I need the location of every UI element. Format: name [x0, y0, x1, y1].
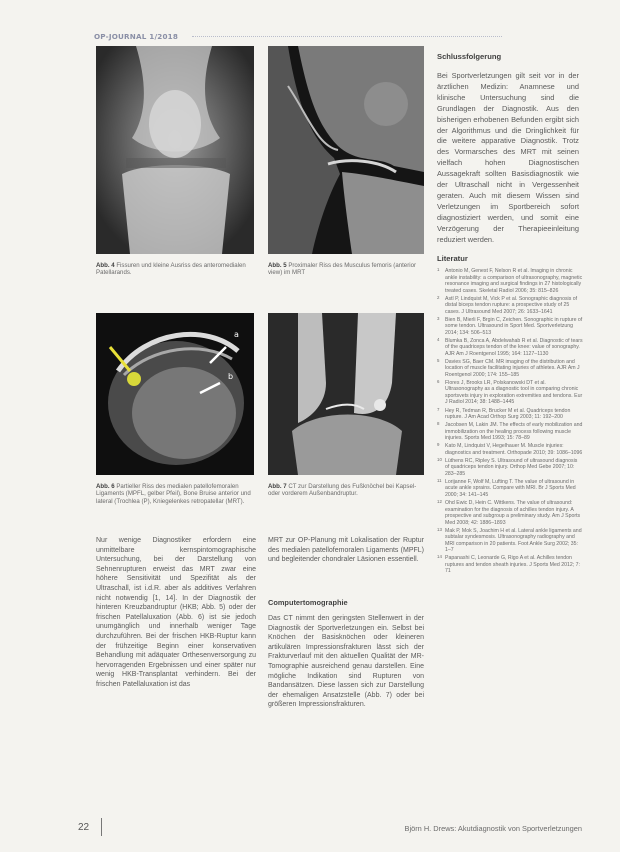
reference-list	[437, 268, 583, 576]
figure-7-image	[268, 313, 424, 475]
figure-4-image	[96, 46, 254, 254]
header-rule	[192, 36, 502, 37]
figure-6-label: Abb. 6	[96, 483, 115, 490]
footer-running-title: Björn H. Drews: Akutdiagnostik von Sportverletzungen	[404, 824, 582, 833]
figure-5-label: Abb. 5	[268, 262, 287, 269]
conclusion-heading: Schlussfolgerung	[437, 52, 502, 61]
svg-text:a: a	[234, 330, 239, 339]
figure-4-caption	[96, 262, 256, 277]
reference-item: 12 Ohd Ewic D, Hein C. Wittkens. The value of ultrasound: examination for the diagnosis of achilles tendon injury. A prospective and subgroup a preliminary study. Am J Sports Med 2008; 42: 1886–1893	[437, 499, 581, 526]
conclusion-paragraph: Bei Sportverletzungen gilt seit vor in der ärztlichen Medizin: Anamnese und klinische Untersuchung sind die Grundlagen der Diagnostik. Aus den bisherigen erhobenen Befunden ergibt sich der Algorithmus und die Dringlichkeit für die weitere apparative Diagnostik. Trotz des Vormarsches des MRT mit seinen vielfach hohen Diagnostischen Aussagekraft sollten Basisdiagnostik wie der Ultraschall nicht in Vergessenheit geraten. Auch mit diesem Wissen sind Verletzungen im Sportbereich sofort diagnostiziert werden, und somit eine Verzögerung der Therapieeinleitung reduziert werden.	[437, 71, 579, 244]
figure-5-image	[268, 46, 424, 254]
body-middle-column-top	[268, 536, 424, 569]
footer-divider	[101, 818, 102, 836]
reference-item: 4 Blumka B, Zonca A, Abdelwahab R et al. Diagnostic of tears of the quadriceps tendon of the knee: value of sonography. AJR Am J Roentgenol 1995; 164: 1127–1130	[437, 336, 583, 357]
page-number: 22	[78, 822, 90, 833]
figure-5-caption-text: Proximaler Riss des Musculus femoris (anterior view) im MRT	[268, 262, 416, 277]
section-subheading: Computertomographie	[268, 598, 348, 607]
figure-6-image	[96, 313, 254, 475]
reference-item: 13 Mak P, Mok S, Joachim H et al. Lateral ankle ligaments and subtalar syndesmosis. Ultrasonography radiography and MRI comparison in 20 patients. Foot Ankle Surg 2002; 35: 1–7	[437, 526, 582, 554]
figure-7-caption-text: CT zur Darstellung des Fußknöchel bei Kapsel- oder vorderem Außenbandruptur.	[268, 483, 417, 498]
body-middle-paragraph-2: Das CT nimmt den geringsten Stellenwert in der Diagnostik der Sportverletzungen ein. Selbst bei Knöchen der Basisknöchen oder kleineren artikulären Impressionsfrakturen lässt sich der Frakturverlauf mit den aktuellen Qualität der MR-Tomographie ausreichend genau darstellen. Eine mögliche Indikation sind Rupturen von Bandansätzen. Diese lassen sich zur Darstellung der ehemaligen Ansatzstelle (Abb. 7) oder bei größeren Impressionsfrakturen.	[268, 615, 424, 709]
figure-6-caption-text: Partieller Riss des medialen patellofemoralen Ligaments (MPFL, gelber Pfeil), Bone Bruise anterior und lateral (Trochlea (P), Kniegelenkes retropatellar (MRT).	[96, 483, 251, 505]
reference-item: 5 Davies SG, Baer CM. MR imaging of the distribution and location of muscle facilitating injuries of athletes. AJR Am J Roentgenol 2000; 174: 155–185	[437, 357, 580, 378]
figure-4-caption-text: Fissuren und kleine Ausriss des anteromedialen Patellarands.	[96, 262, 246, 277]
body-middle-column-bottom	[268, 614, 424, 714]
reference-item: 14 Papanashi C, Leonarde G, Rigo A et al. Achilles tendon ruptures and tendon sheath injuries. J Sports Med 2012; 7: 71	[437, 554, 580, 575]
body-left-column	[96, 536, 256, 694]
svg-text:b: b	[228, 372, 234, 381]
body-middle-paragraph-1: MRT zur OP-Planung mit Lokalisation der Ruptur des medialen patellofemoralen Ligaments (MPFL) und begleitender chondraler Läsionen essentiell.	[268, 537, 424, 564]
reference-item: 1 Antonio M, Genest F, Nelson R et al. Imaging in chronic ankle instability: a comparison of ultrasonography, magnetic resonance imaging and surgical findings in 27 histologically treated cases. Skeletal Radiol 2006; 35: 815–826	[437, 267, 583, 294]
reference-item: 11 Lorijanne F, Wolf M, Lufting T. The value of ultrasound in acute ankle sprains. Compare with MRI. Br J Sports Med 2000; 34: 141–145	[437, 477, 576, 498]
figure-6-caption	[96, 483, 256, 505]
figure-7-caption	[268, 483, 428, 498]
reference-item: 2 Astl P, Lindquist M, Vick P et al. Sonographic diagnosis of distal biceps tendon rupture: a prospective study of 25 cases. J Ultrasound Med 2007; 26: 1633–1641	[437, 294, 578, 315]
figure-7-label: Abb. 7	[268, 483, 287, 490]
figure-4-label: Abb. 4	[96, 262, 115, 269]
reference-item: 6 Flores J, Brooks LR, Polskanowski DT et al. Ultrasonography as a diagnostic tool in comparing chronic sportsvets injury in exploration extremities and tendons. Eur J Radiol 2014; 38: 1488–1445	[437, 378, 583, 406]
figure-5-caption	[268, 262, 428, 277]
body-left-paragraph: Nur wenige Diagnostiker erfordern eine unmittelbare kernspintomographische Untersuchung, bei der Darstellung von Sehnenrupturen erweist das MRT zwar eine höhere Sensitivität und Spezifität als der Ultraschall, ist i.d.R. aber als additives Verfahren nicht notwendig [1, 14]. In der Diagnostik der hinteren Kreuzbandruptur (HKB; Abb. 5) oder der frischen Patellaluxation (Abb. 6) ist sie jedoch unumgänglich und innerhalb weniger Tage durchzuführen. Bei der frischen HKB-Ruptur kann der frühzeitige Beginn einer konservativen Behandlung mit adäquater Orthesenversorgung zu hervorragenden Ergebnissen und einer später nur wenig HKB-Transplantat verhindern. Bei der frischen Patellaluxation ist das	[96, 537, 256, 688]
reference-item: 7 Hey R, Tedman R, Brucker M et al. Quadriceps tendon rupture. J Am Acad Orthop Surg 2003; 11: 192–200	[437, 406, 571, 421]
literature-heading: Literatur	[437, 254, 468, 263]
reference-item: 10 Lüthens RC, Ripley S. Ultrasound of ultrasound diagnosis of quadriceps tendon injury. Orthop Med Gebe 2007; 10: 283–285	[437, 456, 578, 477]
journal-title: OP-JOURNAL 1/2018	[94, 32, 179, 41]
reference-item: 3 Bien B, Mierli F, Brgin C, Zeichen. Sonographic in rupture of some tendon. Ultrasound in Sport Med. Sportverletzung 2014; 134: 506–513	[437, 315, 583, 336]
reference-item: 9 Kato M, Lindquist V, Hegelhauer M. Muscle injuries: diagnostics and treatment. Orthopade 2010; 39: 1086–1096	[437, 442, 583, 456]
reference-item: 8 Jacobsen M, Lakin JM. The effects of early mobilization and immobilization on the healing process following muscle injuries. Sports Med 1993; 15: 78–89	[437, 421, 583, 442]
